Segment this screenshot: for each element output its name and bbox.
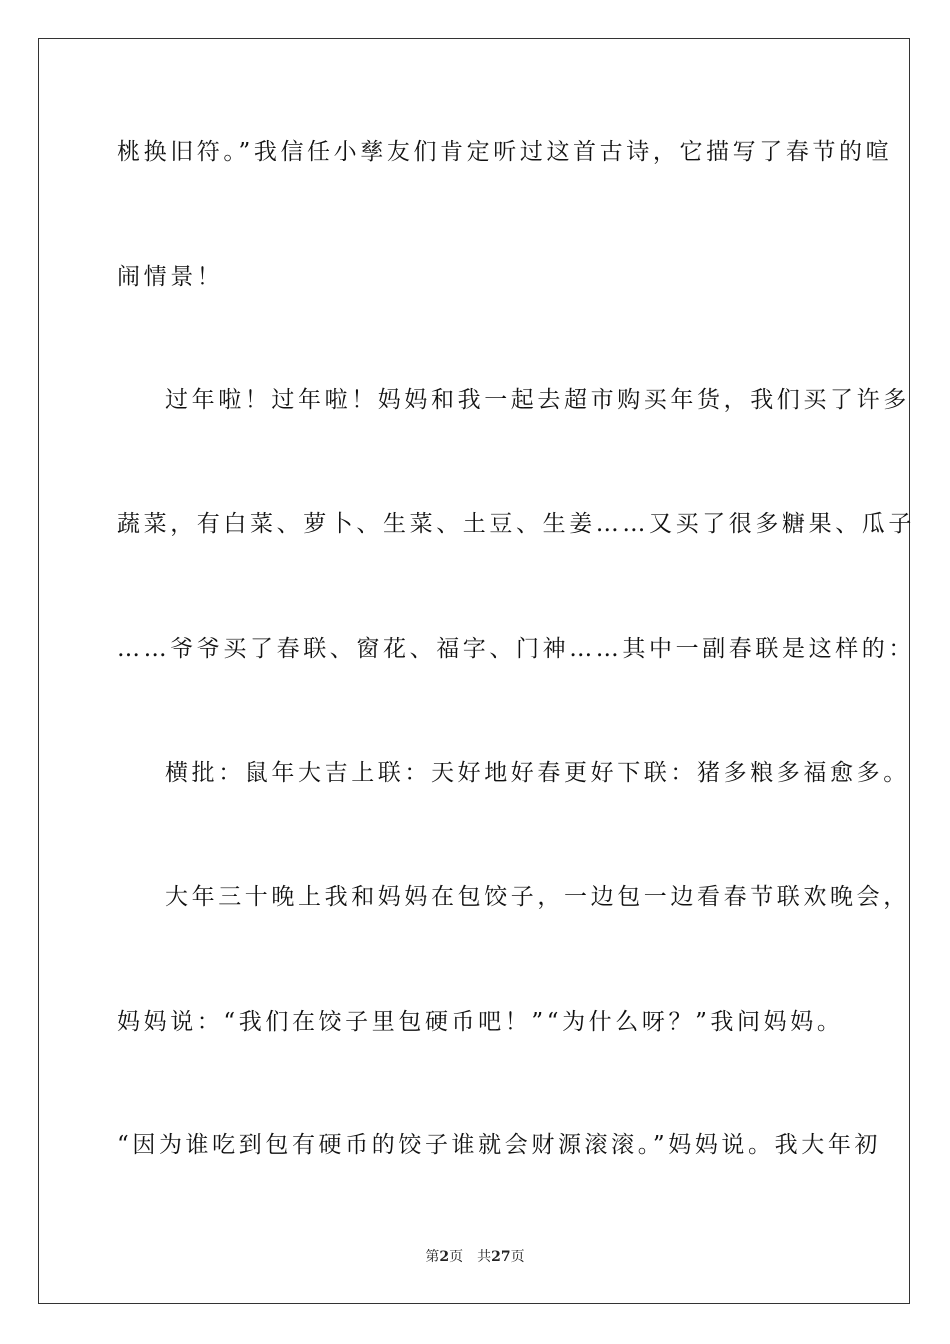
- footer-page-prefix: 第: [425, 1249, 440, 1265]
- page-border: [38, 38, 915, 1304]
- paragraph-line-5: ……爷爷买了春联、窗花、福字、门神……其中一副春联是这样的：: [117, 636, 915, 662]
- footer-total-pages: 27: [491, 1249, 511, 1265]
- page-footer: [0, 1248, 950, 1266]
- footer-total-suffix: 页: [510, 1249, 525, 1265]
- paragraph-line-9: “因为谁吃到包有硬币的饺子谁就会财源滚滚。”妈妈说。我大年初: [117, 1132, 882, 1158]
- paragraph-line-8: 妈妈说：“我们在饺子里包硬币吧！”“为什么呀？”我问妈妈。: [117, 1009, 844, 1035]
- paragraph-line-1: 桃换旧符。”我信任小孳友们肯定听过这首古诗，它描写了春节的喧: [117, 139, 893, 165]
- paragraph-line-2: 闹情景！: [117, 264, 224, 290]
- paragraph-line-6: 横批：鼠年大吉上联：天好地好春更好下联：猪多粮多福愈多。: [165, 760, 910, 786]
- paragraph-line-7: 大年三十晚上我和妈妈在包饺子，一边包一边看春节联欢晚会，: [165, 884, 910, 910]
- paragraph-line-4: 蔬菜，有白菜、萝卜、生菜、土豆、生姜……又买了很多糖果、瓜子: [117, 511, 915, 537]
- footer-total-prefix: 共: [477, 1249, 492, 1265]
- footer-page-suffix: 页: [449, 1249, 464, 1265]
- footer-page-number: 2: [439, 1249, 450, 1265]
- paragraph-line-3: 过年啦！过年啦！妈妈和我一起去超市购买年货，我们买了许多: [165, 387, 910, 413]
